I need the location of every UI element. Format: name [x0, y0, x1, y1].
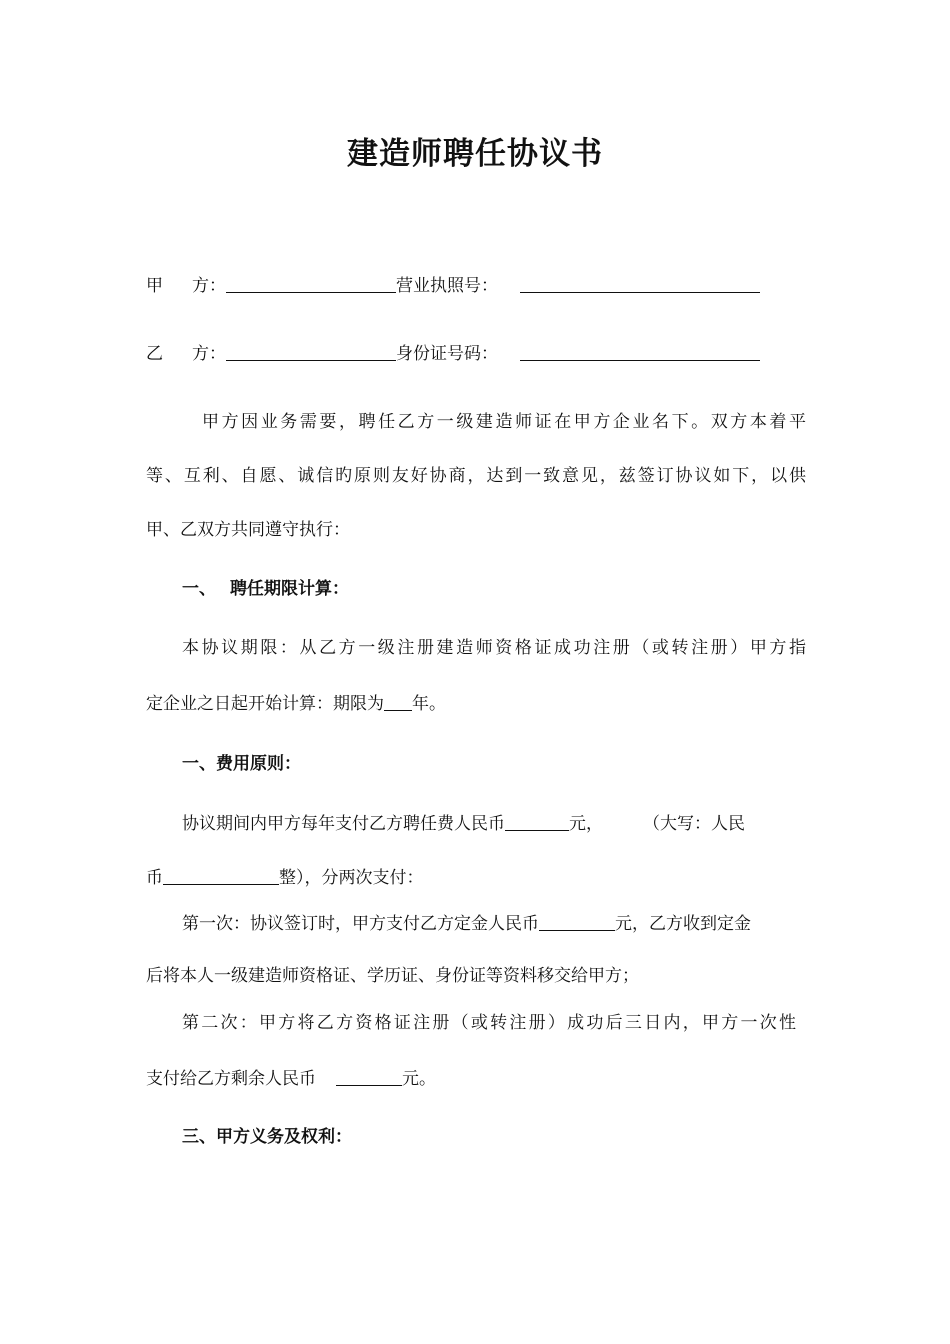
section-2-line-1: 协议期间内甲方每年支付乙方聘任费人民币 元， （大写：人民 [182, 814, 745, 834]
document-title: 建造师聘任协议书 [347, 136, 603, 172]
party-b-id-label: 身份证号码： [396, 344, 498, 364]
second-payment-line-2: 支付给乙方剩余人民币 元。 [146, 1069, 436, 1089]
section-1-line-1: 本协议期限：从乙方一级注册建造师资格证成功注册（或转注册）甲方指 [182, 638, 806, 658]
party-a-license-label: 营业执照号： [396, 276, 498, 296]
term-years-blank[interactable] [384, 694, 412, 711]
party-b-id-blank[interactable] [520, 344, 760, 361]
first-payment-line-2: 后将本人一级建造师资格证、学历证、身份证等资料移交给甲方； [146, 966, 639, 986]
party-a-label-2: 方： [192, 276, 226, 296]
party-b-name-blank[interactable] [226, 344, 396, 361]
section-1-title: 聘任期限计算： [230, 579, 349, 599]
deposit-blank[interactable] [539, 914, 615, 931]
first-payment-line-1: 第一次：协议签订时，甲方支付乙方定金人民币 元，乙方收到定金 [182, 914, 751, 934]
party-b-label-1: 乙 [146, 344, 163, 364]
intro-line-2: 等、互利、自愿、诚信旳原则友好协商，达到一致意见，兹签订协议如下，以供 [146, 466, 806, 486]
party-a-license-blank[interactable] [520, 276, 760, 293]
section-1-number: 一、 [182, 579, 216, 599]
party-b-line [146, 344, 760, 363]
section-1-heading [182, 581, 349, 598]
section-1-line-2: 定企业之日起开始计算：期限为 年。 [146, 694, 446, 714]
section-2-line-2: 币 整），分两次支付： [146, 868, 424, 888]
annual-fee-blank[interactable] [505, 814, 569, 831]
party-a-line [146, 276, 760, 295]
intro-line-1: 甲方因业务需要，聘任乙方一级建造师证在甲方企业名下。双方本着平 [202, 412, 806, 432]
party-a-name-blank[interactable] [226, 276, 396, 293]
section-2-heading: 一、费用原则： [182, 754, 301, 774]
section-3-heading: 三、甲方义务及权利： [182, 1127, 352, 1147]
annual-fee-words-blank[interactable] [163, 868, 279, 885]
remaining-amount-blank[interactable] [336, 1069, 402, 1086]
second-payment-line-1: 第二次：甲方将乙方资格证注册（或转注册）成功后三日内，甲方一次性 [182, 1013, 796, 1033]
party-a-label-1: 甲 [146, 276, 163, 296]
party-b-label-2: 方： [192, 344, 226, 364]
intro-line-3: 甲、乙双方共同遵守执行： [146, 520, 350, 540]
